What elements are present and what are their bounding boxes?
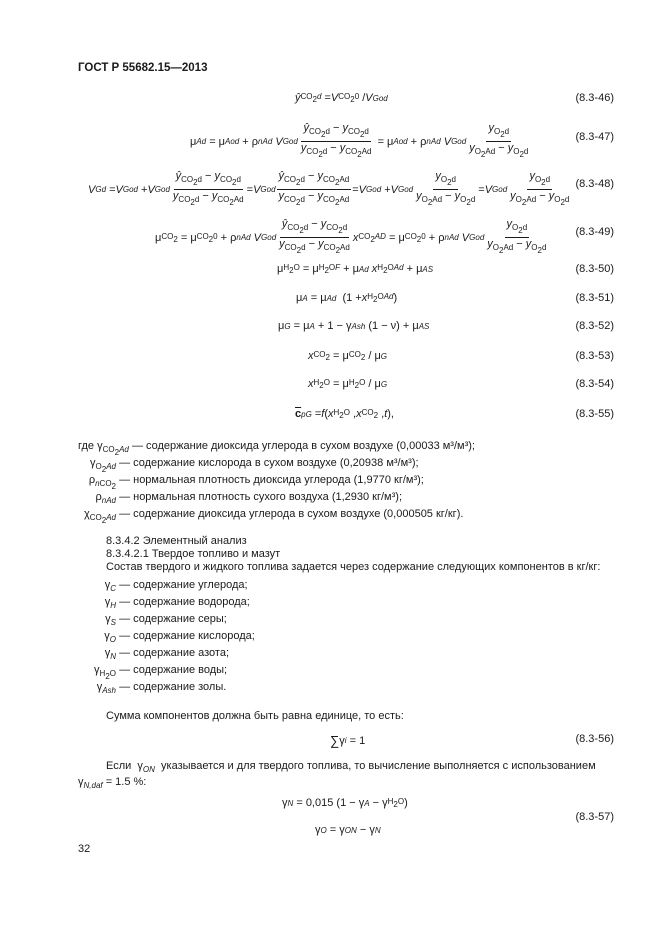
- equation-8-3-48: V Gd = V God + V God $\frac{ŷ_{CO_2d} - y_{CO_2d}}{y_{CO_2d} - y_{CO_2Ad}}$ = V God $\frac{ŷ_{CO_2d} - y_{CO_2Ad}}{y_{CO_2d} - y_{CO_2Ad}}$ = V God + V God $\frac{y_{O_2d}}{y_{O_2Ad} - y_{O_2d}}$ = V God $\frac{y_{O_2d}}{y_{O_2Ad} - y_{O_2d}}$: [88, 170, 570, 207]
- section-heading: 8.3.4.2 Элементный анализ: [106, 535, 247, 547]
- equation-label: (8.3-48): [575, 178, 614, 190]
- equation-8-3-50: μ $H_2O$ = μ $H_2OF$ + μ Ad x $H_2OAd$ + μ AS: [277, 263, 434, 275]
- equation-label: (8.3-54): [575, 378, 614, 390]
- definition-row: $\chi_{CO_2Ad}$ — содержание диоксида углерода в сухом воздухе (0,000505 кг/кг).: [83, 508, 464, 525]
- equation-8-3-55: $\overline{c}$ pG = f ( x $H_2O$ , x $CO_2$ , t ),: [295, 408, 394, 420]
- equation-8-3-57a: γ N = 0,015 (1 − γ A − γ $H_2O$ ): [282, 797, 408, 809]
- equation-8-3-47: μ Ad = μ Aod + ρ nAd V God $\frac{ŷ_{CO_2d} - y_{CO_2d}}{y_{CO_2d} - y_{CO_2Ad}}$ = μ Aod + ρ nAd V God $\frac{y_{O_2d}}{y_{O_2Ad} - y_{O_2d}}$: [190, 122, 529, 159]
- component-item: $\gamma_{Ash}$ — содержание золы.: [96, 681, 227, 695]
- equation-8-3-52: μ G = μ A + 1 − γ Ash (1 − ν) + μ AS: [278, 320, 430, 332]
- condition-paragraph-continuation: $\gamma_{N,daf} = 1.5$ %:: [78, 776, 147, 790]
- equation-8-3-56: ∑ γ i = 1: [330, 733, 366, 748]
- definition-row: $\rho_{nAd}$ — нормальная плотность сухого воздуха (1,2930 кг/м³);: [95, 491, 403, 505]
- equation-label: (8.3-55): [575, 408, 614, 420]
- equation-label: (8.3-47): [575, 131, 614, 143]
- equation-label: (8.3-52): [575, 320, 614, 332]
- page-number: 32: [78, 843, 91, 855]
- equation-8-3-54: x $H_2O$ = μ $H_2O$ / μ G: [308, 378, 388, 390]
- equation-8-3-49: μ $CO_2$ = μ $CO_20$ + ρ nAd V God $\frac{ŷ_{CO_2d} - y_{CO_2d}}{y_{CO_2d} - y_{CO_2Ad}}$ x $CO_2AD$ = μ $CO_20$ + ρ nAd V God $\frac{y_{O_2d}}{y_{O_2Ad} - y_{O_2d}}$: [155, 218, 547, 255]
- sum-paragraph: Сумма компонентов должна быть равна единице, то есть:: [106, 710, 404, 722]
- equation-8-3-57b: γ O = γ ON − γ N: [315, 824, 381, 836]
- equation-label: (8.3-56): [575, 733, 614, 745]
- section-intro: Состав твердого и жидкого топлива задается через содержание следующих компонентов в кг/кг:: [106, 561, 601, 573]
- equation-label: (8.3-57): [575, 811, 614, 823]
- condition-paragraph: Если $\gamma_{ON}$ указывается и для твердого топлива, то вычисление выполняется с использованием: [106, 760, 596, 774]
- component-item: $\gamma_C$ — содержание углерода;: [104, 579, 248, 593]
- equation-label: (8.3-46): [575, 92, 614, 104]
- definition-row: $\rho_{nCO_2}$ — нормальная плотность диоксида углерода (1,9770 кг/м³);: [88, 474, 424, 491]
- document-header: ГОСТ Р 55682.15—2013: [78, 62, 208, 74]
- equation-label: (8.3-53): [575, 350, 614, 362]
- equation-label: (8.3-50): [575, 263, 614, 275]
- equation-label: (8.3-51): [575, 292, 614, 304]
- equation-8-3-46: ŷ $CO_2d$ = V $CO_20$ / V God: [295, 92, 388, 104]
- definition-row: $\gamma_{O_2Ad}$ — содержание кислорода в сухом воздухе (0,20938 м³/м³);: [90, 457, 419, 474]
- component-item: $\gamma_O$ — содержание кислорода;: [104, 630, 255, 644]
- subsection-heading: 8.3.4.2.1 Твердое топливо и мазут: [106, 548, 281, 560]
- component-item: $\gamma_{H_2O}$ — содержание воды;: [94, 664, 228, 681]
- definition-row: где $\gamma_{CO_2Ad}$ — содержание диоксида углерода в сухом воздухе (0,00033 м³/м³);: [78, 440, 475, 457]
- component-item: $\gamma_S$ — содержание серы;: [105, 613, 227, 627]
- equation-8-3-53: x $CO_2$ = μ $CO_2$ / μ G: [308, 350, 388, 362]
- component-item: $\gamma_N$ — содержание азота;: [104, 647, 230, 661]
- equation-label: (8.3-49): [575, 226, 614, 238]
- component-item: $\gamma_H$ — содержание водорода;: [104, 596, 250, 610]
- equation-8-3-51: μ A = μ Ad (1 + x $H_2OAd$ ): [296, 292, 398, 304]
